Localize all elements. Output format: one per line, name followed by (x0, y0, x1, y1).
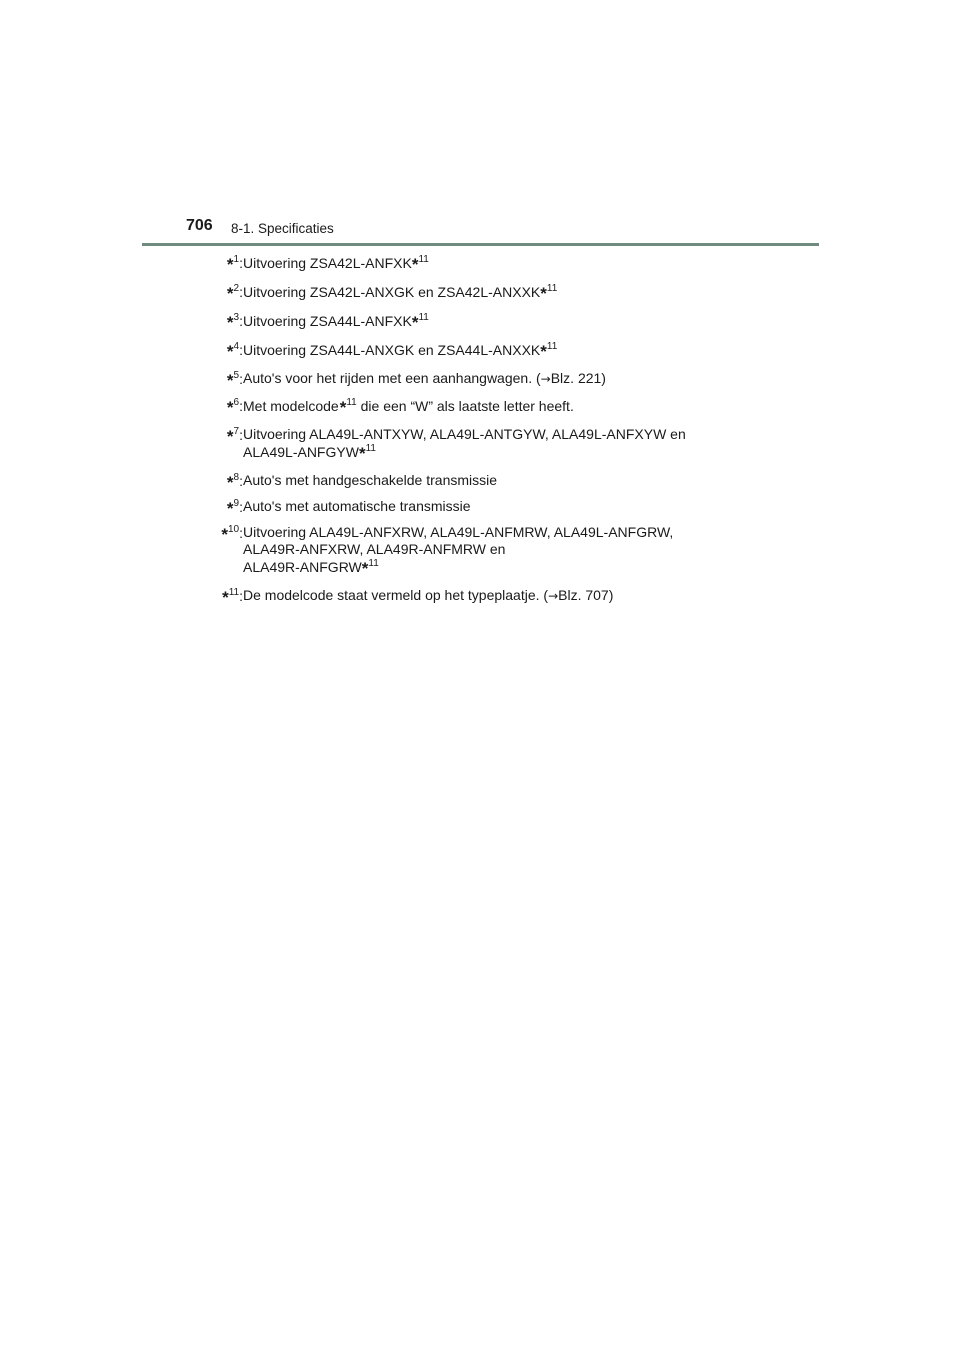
footnote-text: Uitvoering ALA49L-ANTXYW, ALA49L-ANTGYW, ALA49L-ANFXYW en (243, 426, 686, 442)
footnote-7: *$^7$: Uitvoering ALA49L-ANTXYW, ALA49L-ANTGYW, ALA49L-ANFXYW en ALA49L-ANFGYW*$^{11}$ (205, 426, 805, 463)
page-number: 706 (186, 217, 213, 234)
footnote-1: *$^1$: Uitvoering ZSA42L-ANFXK*$^{11}$ (205, 254, 805, 274)
footnote-reference: 11 (346, 397, 357, 408)
footnote-marker: *$^2$: (226, 283, 243, 303)
footnote-text: Uitvoering ZSA42L-ANFXK (243, 255, 412, 271)
footnote-reference: 11 (368, 558, 379, 569)
footnote-reference: 11 (418, 254, 429, 265)
footnote-reference: 11 (546, 341, 558, 352)
footnote-2: *$^2$: Uitvoering ZSA42L-ANXGK en ZSA42L-ANXXK*$^{11}$ (205, 283, 805, 303)
footnote-5 (205, 370, 805, 388)
footnote-text-continued: die een “W” als laatste letter heeft. (356, 398, 574, 414)
header-rule (142, 243, 819, 246)
footnote-text: Met modelcode (243, 398, 339, 414)
footnote-reference: 11 (418, 312, 429, 323)
footnote-marker: *$^{11}$: (222, 587, 243, 607)
footnote-marker: *$^9$: (226, 498, 243, 518)
footnote-text: Auto's met automatische transmissie (243, 498, 471, 514)
footnote-marker: *$^8$: (226, 472, 243, 492)
page-reference: Blz. 707) (558, 587, 614, 603)
footnote-text: ALA49R-ANFXRW, ALA49R-ANFMRW en (243, 541, 506, 557)
footnote-text: Uitvoering ZSA42L-ANXGK en ZSA42L-ANXXK (243, 284, 541, 300)
arrow-right-icon: → (540, 372, 551, 386)
footnote-text: Auto's met handgeschakelde transmissie (243, 472, 498, 488)
footnote-marker: *$^1$: (226, 254, 243, 274)
footnote-text: Uitvoering ZSA44L-ANXGK en ZSA44L-ANXXK (243, 342, 541, 358)
footnote-marker: *$^{10}$: (221, 524, 243, 544)
arrow-right-icon: → (548, 589, 559, 603)
footnote-marker: *$^5$: (226, 370, 243, 390)
footnote-4: *$^4$: Uitvoering ZSA44L-ANXGK en ZSA44L-ANXXK*$^{11}$ (205, 341, 805, 361)
footnote-text: De modelcode staat vermeld op het typeplaatje. ( (243, 587, 549, 603)
footnote-10: *$^{10}$: Uitvoering ALA49L-ANFXRW, ALA49L-ANFMRW, ALA49L-ANFGRW, ALA49R-ANFXRW, ALA49R-ANFMRW en ALA49R-ANFGRW*$^{11}$ (205, 524, 805, 578)
footnote-3: *$^3$: Uitvoering ZSA44L-ANFXK*$^{11}$ (205, 312, 805, 332)
footnote-marker: *$^3$: (226, 312, 243, 332)
footnote-marker: *$^4$: (226, 341, 243, 361)
footnote-9 (205, 498, 805, 518)
footnote-reference: 11 (365, 443, 376, 454)
footnote-text: ALA49L-ANFGYW (243, 444, 359, 460)
footnote-list (205, 254, 805, 614)
footnote-marker: *$^6$: (226, 397, 243, 417)
footnote-text: ALA49R-ANFGRW (243, 559, 362, 575)
footnote-text: Uitvoering ZSA44L-ANFXK (243, 313, 412, 329)
footnote-reference: 11 (546, 283, 558, 294)
footnote-text: Auto's voor het rijden met een aanhangwagen. ( (243, 370, 541, 386)
footnote-6: *$^6$: Met modelcode*$^{11}$ die een “W” als laatste letter heeft. (205, 397, 805, 417)
section-title: 8-1. Specificaties (231, 221, 334, 236)
footnote-8 (205, 472, 805, 492)
footnote-11 (205, 587, 805, 605)
footnote-marker: *$^7$: (226, 426, 243, 446)
footnote-text: Uitvoering ALA49L-ANFXRW, ALA49L-ANFMRW, ALA49L-ANFGRW, (243, 524, 674, 540)
page-reference: Blz. 221) (550, 370, 606, 386)
